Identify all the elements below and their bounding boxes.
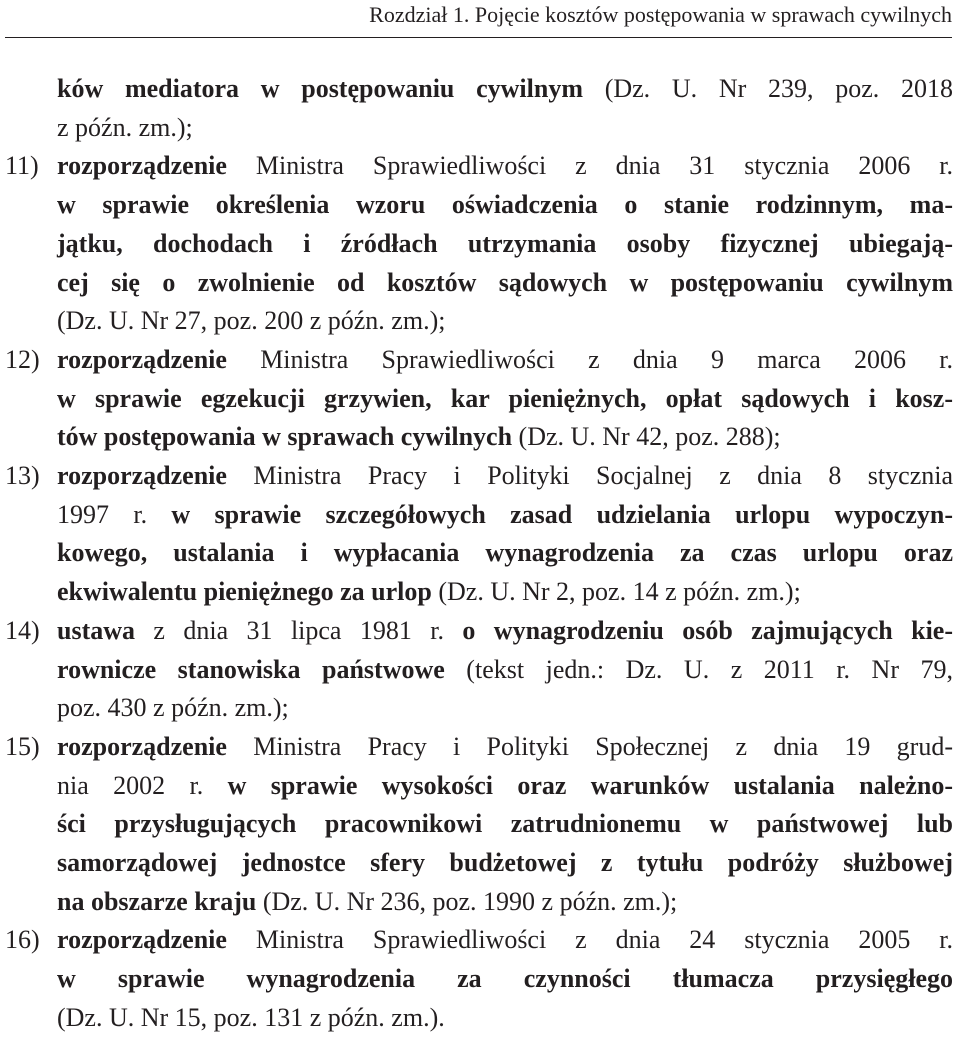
bold-text: w sprawie wysokości oraz warunków ustalania należno- (227, 770, 953, 800)
text-segment: Ministra Sprawiedliwości z dnia 9 marca 2006 r. (226, 344, 953, 374)
bold-text: samorządowej jednostce sfery budżetowej z tytułu podróży służbowej (57, 848, 953, 878)
text-segment: Ministra Pracy i Polityki Socjalnej z dnia 8 stycznia (226, 461, 953, 491)
text-line (57, 651, 953, 690)
text-line (57, 728, 953, 767)
list-item (5, 921, 953, 1037)
text-segment: (tekst jedn.: Dz. U. z 2011 r. Nr 79, (444, 654, 954, 684)
text-segment: z późn. zm.); (57, 112, 193, 142)
text-line (57, 225, 953, 264)
text-line (57, 767, 953, 806)
bold-text: rozporządzenie (57, 344, 227, 374)
text-segment: poz. 430 z późn. zm.); (57, 693, 289, 723)
list-item-text (57, 728, 953, 922)
text-line (57, 612, 953, 651)
list-item (5, 341, 953, 457)
bold-text: rozporządzenie (57, 925, 227, 955)
list-item-number: 11) (5, 151, 39, 181)
list-item-number: 14) (5, 615, 40, 645)
bold-text: ści przysługujących pracownikowi zatrudnionemu w państwowej lub (57, 809, 953, 839)
text-line (57, 418, 953, 457)
header-divider (5, 37, 952, 38)
bold-text: w sprawie określenia wzoru oświadczenia o stanie rodzinnym, ma- (57, 190, 953, 220)
list-item-number: 12) (5, 344, 40, 374)
list-item-text (57, 921, 953, 1037)
bold-text: rozporządzenie (57, 731, 227, 761)
list-item (5, 147, 953, 341)
text-line (57, 380, 953, 419)
text-segment: (Dz. U. Nr 239, poz. 2018 (582, 74, 953, 103)
list-item-number: 16) (5, 925, 40, 955)
bold-text: kowego, ustalania i wypłacania wynagrodzenia za czas urlopu oraz (57, 538, 953, 568)
text-line (57, 844, 953, 883)
bold-text: ustawa (57, 615, 136, 645)
bold-text: rozporządzenie (57, 151, 227, 181)
text-segment: (Dz. U. Nr 42, poz. 288); (512, 422, 781, 452)
list-item-text (57, 612, 953, 728)
bold-text: ekwiwalentu pieniężnego za urlop (57, 577, 432, 607)
text-line (57, 689, 953, 728)
continuation-lines (57, 70, 953, 147)
bold-text: tów postępowania w sprawach cywilnych (57, 422, 513, 452)
text-segment: 1997 r. (57, 499, 172, 529)
text-segment: nia 2002 r. (57, 770, 228, 800)
text-line (57, 960, 953, 999)
running-header: Rozdział 1. Pojęcie kosztów postępowania w sprawach cywilnych (369, 2, 952, 27)
text-line (57, 109, 953, 148)
text-segment: (Dz. U. Nr 27, poz. 200 z późn. zm.); (57, 306, 446, 336)
text-line (57, 457, 953, 496)
text-line (57, 186, 953, 225)
bold-text: na obszarze kraju (57, 886, 257, 916)
list-item-text (57, 147, 953, 341)
continuation-paragraph (5, 70, 953, 147)
text-segment: Ministra Pracy i Polityki Społecznej z dnia 19 grud- (226, 731, 953, 761)
text-line (57, 302, 953, 341)
bold-text: ków mediatora w postępowaniu cywilnym (57, 74, 583, 103)
bold-text: cej się o zwolnienie od kosztów sądowych w postępowaniu cywilnym (57, 267, 953, 297)
text-line (57, 147, 953, 186)
list-item-text (57, 341, 953, 457)
list-item (5, 457, 953, 612)
text-line (57, 999, 953, 1038)
bold-text: jątku, dochodach i źródłach utrzymania osoby fizycznej ubiegają- (57, 228, 953, 258)
bold-text: w sprawie szczegółowych zasad udzielania urlopu wypoczyn- (171, 499, 953, 529)
text-line (57, 341, 953, 380)
bold-text: w sprawie egzekucji grzywien, kar pieniężnych, opłat sądowych i kosz- (57, 383, 953, 413)
text-segment: (Dz. U. Nr 2, poz. 14 z późn. zm.); (431, 577, 801, 607)
text-segment: Ministra Sprawiedliwości z dnia 31 stycznia 2006 r. (226, 151, 953, 181)
bold-text: o wynagrodzeniu osób zajmujących kie- (462, 615, 953, 645)
text-segment: z dnia 31 lipca 1981 r. (135, 615, 463, 645)
legal-acts-list (5, 70, 953, 1038)
bold-text: w sprawie wynagrodzenia za czynności tłumacza przysięgłego (57, 964, 953, 994)
list-item-text (57, 457, 953, 612)
text-line (57, 534, 953, 573)
text-line (57, 573, 953, 612)
text-segment: (Dz. U. Nr 236, poz. 1990 z późn. zm.); (256, 886, 678, 916)
text-line (57, 496, 953, 535)
list-item (5, 612, 953, 728)
text-segment: (Dz. U. Nr 15, poz. 131 z późn. zm.). (57, 1002, 445, 1032)
text-line (57, 264, 953, 303)
text-line (57, 805, 953, 844)
text-line (57, 921, 953, 960)
text-line (57, 883, 953, 922)
text-segment: Ministra Sprawiedliwości z dnia 24 stycznia 2005 r. (226, 925, 953, 955)
bold-text: rozporządzenie (57, 461, 227, 491)
bold-text: rownicze stanowiska państwowe (57, 654, 445, 684)
list-item-number: 15) (5, 731, 40, 761)
list-item (5, 728, 953, 922)
entries-container (5, 147, 953, 1037)
list-item-number: 13) (5, 461, 40, 491)
text-line (57, 70, 953, 109)
